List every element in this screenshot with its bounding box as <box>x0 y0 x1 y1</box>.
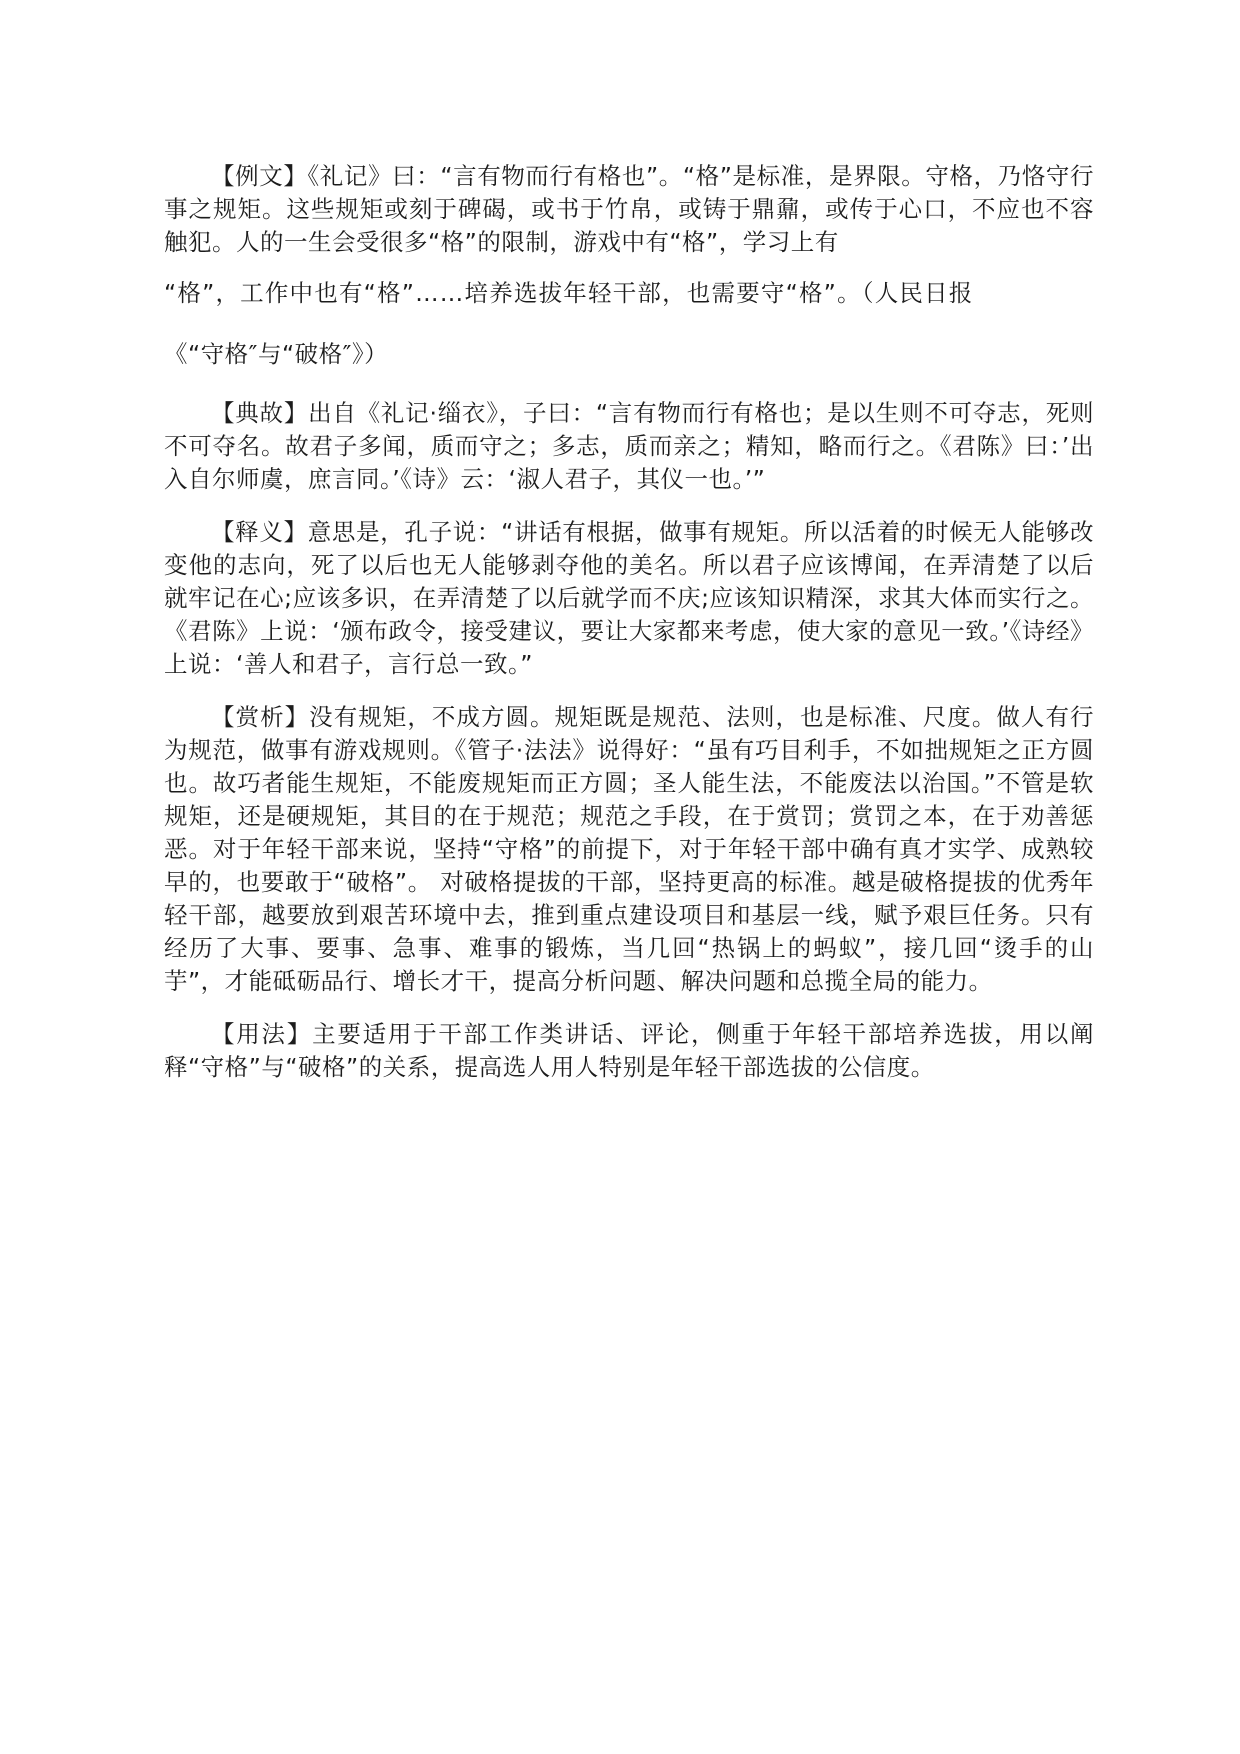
allusion-tag: 【典故】 <box>211 399 309 427</box>
document-body <box>164 160 1094 1084</box>
usage-tag: 【用法】 <box>211 1020 313 1048</box>
meaning-paragraph <box>164 516 1094 681</box>
usage-paragraph <box>164 1018 1094 1084</box>
example-text-continued: “格”，工作中也有“格”……培养选拔年轻干部，也需要守“格”。（人民日报 <box>164 279 974 307</box>
allusion-paragraph <box>164 397 1094 496</box>
usage-text: 主要适用于干部工作类讲话、评论，侧重于年轻干部培养选拔，用以阐释“守格”与“破格”的关系，提高选人用人特别是年轻干部选拔的公信度。 <box>164 1020 1095 1081</box>
appreciation-tag: 【赏析】 <box>211 703 310 731</box>
example-text: 《礼记》曰：“言有物而行有格也”。“格”是标准，是界限。守格，乃恪守行事之规矩。这些规矩或刻于碑碣，或书于竹帛，或铸于鼎鼐，或传于心口，不应也不容触犯。人的一生会受很多“格”的限制，游戏中有“格”，学习上有 <box>164 162 1095 256</box>
appreciation-paragraph <box>164 701 1094 998</box>
meaning-text: 意思是，孔子说：“讲话有根据，做事有规矩。所以活着的时候无人能够改变他的志向，死了以后也无人能够剥夺他的美名。所以君子应该博闻，在弄清楚了以后就牢记在心;应该多识，在弄清楚了以后就学而不庆;应该知识精深，求其大体而实行之。《君陈》上说：‘颁布政令，接受建议，要让大家都来考虑，使大家的意见一致。’《诗经》上说：‘善人和君子，言行总一致。” <box>164 518 1094 678</box>
meaning-tag: 【释义】 <box>211 518 308 546</box>
example-tag: 【例文】 <box>211 162 308 190</box>
allusion-text: 出自《礼记·缁衣》，子曰：“言有物而行有格也；是以生则不可夺志，死则不可夺名。故君子多闻，质而守之；多志，质而亲之；精知，略而行之。《君陈》曰：’出入自尔师虞，庶言同。’《诗》云：‘淑人君子，其仪一也。’” <box>164 399 1094 493</box>
example-paragraph <box>164 160 1094 371</box>
example-source: 《“守格″与“破格″》） <box>164 340 389 368</box>
appreciation-text: 没有规矩，不成方圆。规矩既是规范、法则，也是标准、尺度。做人有行为规范，做事有游戏规则。《管子·法法》说得好：“虽有巧目利手，不如拙规矩之正方圆也。故巧者能生规矩，不能废规矩而正方圆；圣人能生法，不能废法以治国。”不管是软规矩，还是硬规矩，其目的在于规范；规范之手段，在于赏罚；赏罚之本，在于劝善惩恶。对于年轻干部来说，坚持“守格”的前提下，对于年轻干部中确有真才实学、成熟较早的，也要敢于“破格”。 对破格提拔的干部，坚持更高的标准。越是破格提拔的优秀年轻干部，越要放到艰苦环境中去，推到重点建设项目和基层一线，赋予艰巨任务。只有经历了大事、要事、急事、难事的锻炼，当几回“热锅上的蚂蚁”，接几回“烫手的山芋”，才能砥砺品行、增长才干，提高分析问题、解决问题和总揽全局的能力。 <box>164 703 1094 995</box>
